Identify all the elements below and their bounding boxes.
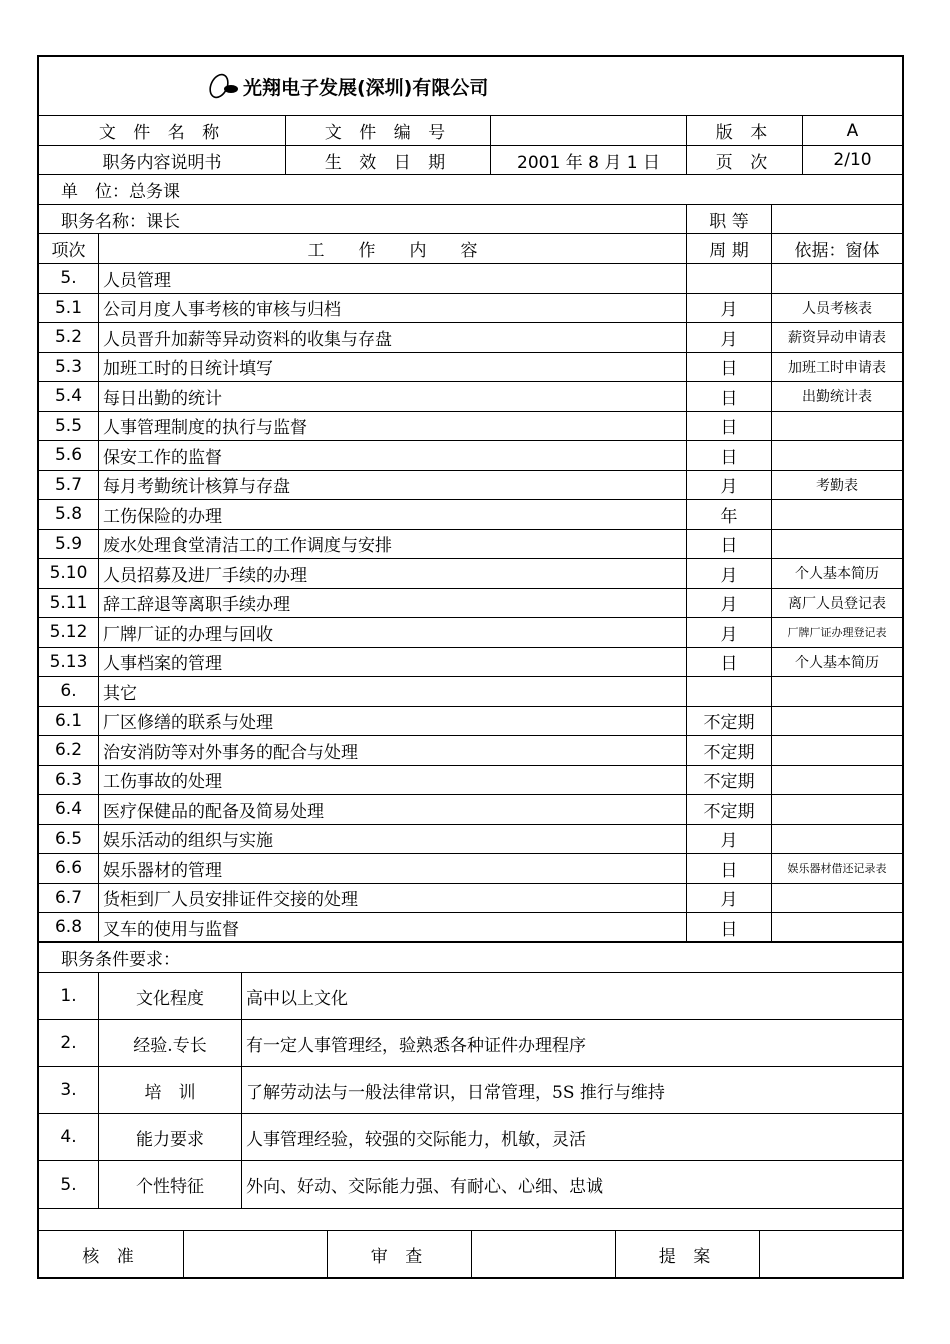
col-basis: 依据：窗体 <box>771 234 902 263</box>
effective-date-label: 生 效 日 期 <box>285 146 490 174</box>
task-period: 日 <box>686 530 771 559</box>
task-no: 6.6 <box>54 858 83 879</box>
requirement-label: 个性特征 <box>98 1161 241 1208</box>
table-row <box>39 884 902 914</box>
table-row <box>39 471 902 501</box>
requirement-no: 3. <box>60 1080 77 1100</box>
requirement-row <box>39 973 902 1020</box>
task-no: 6.3 <box>54 769 83 790</box>
task-period: 月 <box>686 559 771 588</box>
task-no: 6.2 <box>54 740 83 761</box>
propose-signature-field[interactable] <box>759 1231 902 1277</box>
requirement-value: 外向、好动、交际能力强、有耐心、心细、忠诚 <box>241 1161 902 1208</box>
requirement-row <box>39 1161 902 1209</box>
task-basis <box>771 530 902 559</box>
task-basis: 离厂人员登记表 <box>771 589 902 618</box>
task-no: 5.3 <box>54 356 83 377</box>
task-content: 娱乐器材的管理 <box>98 854 686 883</box>
task-content: 保安工作的监督 <box>98 441 686 470</box>
table-row <box>39 353 902 383</box>
doc-name-label: 文 件 名 称 <box>98 123 226 143</box>
task-content: 人员晋升加薪等异动资料的收集与存盘 <box>98 323 686 352</box>
task-no: 5.12 <box>49 622 88 643</box>
task-content: 厂牌厂证的办理与回收 <box>98 618 686 647</box>
doc-title: 职务内容说明书 <box>102 152 222 173</box>
task-content: 叉车的使用与监督 <box>98 913 686 941</box>
task-content: 辞工辞退等离职手续办理 <box>98 589 686 618</box>
table-row <box>39 648 902 678</box>
table-row <box>39 382 902 412</box>
task-period: 日 <box>686 412 771 441</box>
task-basis: 厂牌厂证办理登记表 <box>771 618 902 647</box>
task-content: 厂区修缮的联系与处理 <box>98 707 686 736</box>
task-content: 人事档案的管理 <box>98 648 686 677</box>
task-period <box>686 677 771 706</box>
requirement-label: 文化程度 <box>98 973 241 1019</box>
table-row <box>39 412 902 442</box>
table-row <box>39 294 902 324</box>
task-period: 月 <box>686 589 771 618</box>
task-period: 月 <box>686 323 771 352</box>
task-basis <box>771 500 902 529</box>
task-period: 日 <box>686 648 771 677</box>
task-no: 5.6 <box>54 445 83 466</box>
company-logo-icon <box>207 71 241 101</box>
doc-no-label: 文 件 编 号 <box>285 116 490 145</box>
task-content: 其它 <box>98 677 686 706</box>
task-basis: 个人基本简历 <box>771 559 902 588</box>
table-row <box>39 323 902 353</box>
grade-label: 职 等 <box>686 205 771 233</box>
task-period: 年 <box>686 500 771 529</box>
document-frame <box>37 55 904 1279</box>
table-row <box>39 795 902 825</box>
task-content: 人事管理制度的执行与监督 <box>98 412 686 441</box>
requirement-label: 能力要求 <box>98 1114 241 1160</box>
requirement-no: 5. <box>60 1174 77 1195</box>
task-basis: 考勤表 <box>771 471 902 500</box>
task-basis <box>771 264 902 293</box>
version-label: 版 本 <box>686 116 802 145</box>
col-period: 周 期 <box>686 234 771 263</box>
task-basis: 薪资异动申请表 <box>771 323 902 352</box>
requirement-label: 培 训 <box>98 1067 241 1113</box>
page-label: 页 次 <box>686 146 802 174</box>
task-no: 5.7 <box>54 474 83 495</box>
task-no: 5.10 <box>49 563 88 584</box>
task-period: 月 <box>686 618 771 647</box>
task-content: 医疗保健品的配备及简易处理 <box>98 795 686 824</box>
task-period: 日 <box>686 353 771 382</box>
task-period <box>686 264 771 293</box>
requirement-no: 4. <box>60 1127 77 1147</box>
task-no: 5.4 <box>54 386 83 407</box>
task-period: 日 <box>686 441 771 470</box>
task-content: 货柜到厂人员安排证件交接的处理 <box>98 884 686 913</box>
spacer-row <box>39 1209 902 1231</box>
task-no: 5.9 <box>54 533 83 554</box>
task-no: 5.1 <box>54 297 83 318</box>
task-basis: 个人基本简历 <box>771 648 902 677</box>
task-content: 每月考勤统计核算与存盘 <box>98 471 686 500</box>
requirement-value: 高中以上文化 <box>241 973 902 1019</box>
task-period: 日 <box>686 854 771 883</box>
task-content: 废水处理食堂清洁工的工作调度与安排 <box>98 530 686 559</box>
propose-label: 提 案 <box>615 1231 759 1277</box>
task-content: 工伤事故的处理 <box>98 766 686 795</box>
task-period: 日 <box>686 913 771 941</box>
table-row <box>39 854 902 884</box>
task-content: 治安消防等对外事务的配合与处理 <box>98 736 686 765</box>
review-label: 审 查 <box>327 1231 471 1277</box>
task-period: 月 <box>686 294 771 323</box>
table-row <box>39 559 902 589</box>
table-row <box>39 825 902 855</box>
approve-signature-field[interactable] <box>183 1231 327 1277</box>
signature-row <box>39 1231 902 1277</box>
requirement-row <box>39 1067 902 1114</box>
task-content: 工伤保险的办理 <box>98 500 686 529</box>
task-period: 不定期 <box>686 736 771 765</box>
task-no: 6.7 <box>54 887 83 908</box>
task-basis: 人员考核表 <box>771 294 902 323</box>
task-no: 6.8 <box>54 917 83 937</box>
task-content: 娱乐活动的组织与实施 <box>98 825 686 854</box>
table-row <box>39 707 902 737</box>
requirement-label: 经验.专长 <box>98 1020 241 1066</box>
task-basis: 娱乐器材借还记录表 <box>771 854 902 883</box>
task-content: 人员招募及进厂手续的办理 <box>98 559 686 588</box>
requirement-no: 2. <box>60 1033 77 1053</box>
position-row <box>39 205 902 234</box>
table-row <box>39 441 902 471</box>
task-no: 5.5 <box>54 415 83 436</box>
task-content: 每日出勤的统计 <box>98 382 686 411</box>
task-period: 不定期 <box>686 795 771 824</box>
table-row <box>39 677 902 707</box>
requirement-value: 人事管理经验，较强的交际能力，机敏，灵活 <box>241 1114 902 1160</box>
task-no: 6. <box>60 681 77 702</box>
task-basis <box>771 736 902 765</box>
page-value: 2/10 <box>802 146 902 174</box>
table-row <box>39 500 902 530</box>
task-period: 不定期 <box>686 766 771 795</box>
task-no: 5.8 <box>54 504 83 525</box>
table-row <box>39 766 902 796</box>
requirement-value: 了解劳动法与一般法律常识，日常管理，5S 推行与维持 <box>241 1067 902 1113</box>
task-period: 月 <box>686 825 771 854</box>
requirement-row <box>39 1020 902 1067</box>
version-value: A <box>802 116 902 145</box>
requirements-title-row <box>39 943 902 973</box>
task-period: 日 <box>686 382 771 411</box>
task-no: 5. <box>60 268 77 289</box>
requirement-value: 有一定人事管理经，验熟悉各种证件办理程序 <box>241 1020 902 1066</box>
grade-value <box>771 205 902 233</box>
doc-no-value <box>490 116 686 145</box>
review-signature-field[interactable] <box>471 1231 615 1277</box>
task-content: 人员管理 <box>98 264 686 293</box>
task-content: 公司月度人事考核的审核与归档 <box>98 294 686 323</box>
task-content: 加班工时的日统计填写 <box>98 353 686 382</box>
task-basis <box>771 884 902 913</box>
task-no: 6.5 <box>54 828 83 849</box>
table-row <box>39 264 902 294</box>
doc-info-row-2 <box>39 146 902 175</box>
approve-label: 核 准 <box>82 1246 140 1267</box>
task-basis <box>771 677 902 706</box>
company-logo <box>207 71 488 101</box>
task-no: 5.11 <box>49 592 88 613</box>
task-basis <box>771 825 902 854</box>
effective-date-value: 2001 年 8 月 1 日 <box>490 146 686 174</box>
task-no: 5.13 <box>49 651 88 672</box>
task-table-header <box>39 234 902 264</box>
task-no: 6.4 <box>54 799 83 820</box>
task-basis <box>771 795 902 824</box>
requirements-title: 职务条件要求： <box>61 950 180 970</box>
table-row <box>39 913 902 943</box>
doc-info-row-1 <box>39 116 902 146</box>
task-basis <box>771 913 902 941</box>
table-row <box>39 618 902 648</box>
col-content: 工 作 内 容 <box>98 234 686 263</box>
task-basis <box>771 441 902 470</box>
task-basis <box>771 766 902 795</box>
task-period: 月 <box>686 471 771 500</box>
company-name: 光翔电子发展(深圳)有限公司 <box>243 76 489 99</box>
task-basis <box>771 412 902 441</box>
company-header <box>39 57 902 116</box>
task-no: 6.1 <box>54 710 83 731</box>
table-row <box>39 589 902 619</box>
requirement-no: 1. <box>60 986 77 1006</box>
requirement-row <box>39 1114 902 1161</box>
task-period: 月 <box>686 884 771 913</box>
unit-row <box>39 175 902 205</box>
task-basis: 出勤统计表 <box>771 382 902 411</box>
unit-text: 单 位：总务课 <box>61 182 180 202</box>
position-title: 职务名称：课长 <box>61 211 180 232</box>
task-basis: 加班工时申请表 <box>771 353 902 382</box>
task-period: 不定期 <box>686 707 771 736</box>
col-item: 项次 <box>51 241 86 261</box>
task-no: 5.2 <box>54 327 83 348</box>
task-basis <box>771 707 902 736</box>
table-row <box>39 736 902 766</box>
table-row <box>39 530 902 560</box>
